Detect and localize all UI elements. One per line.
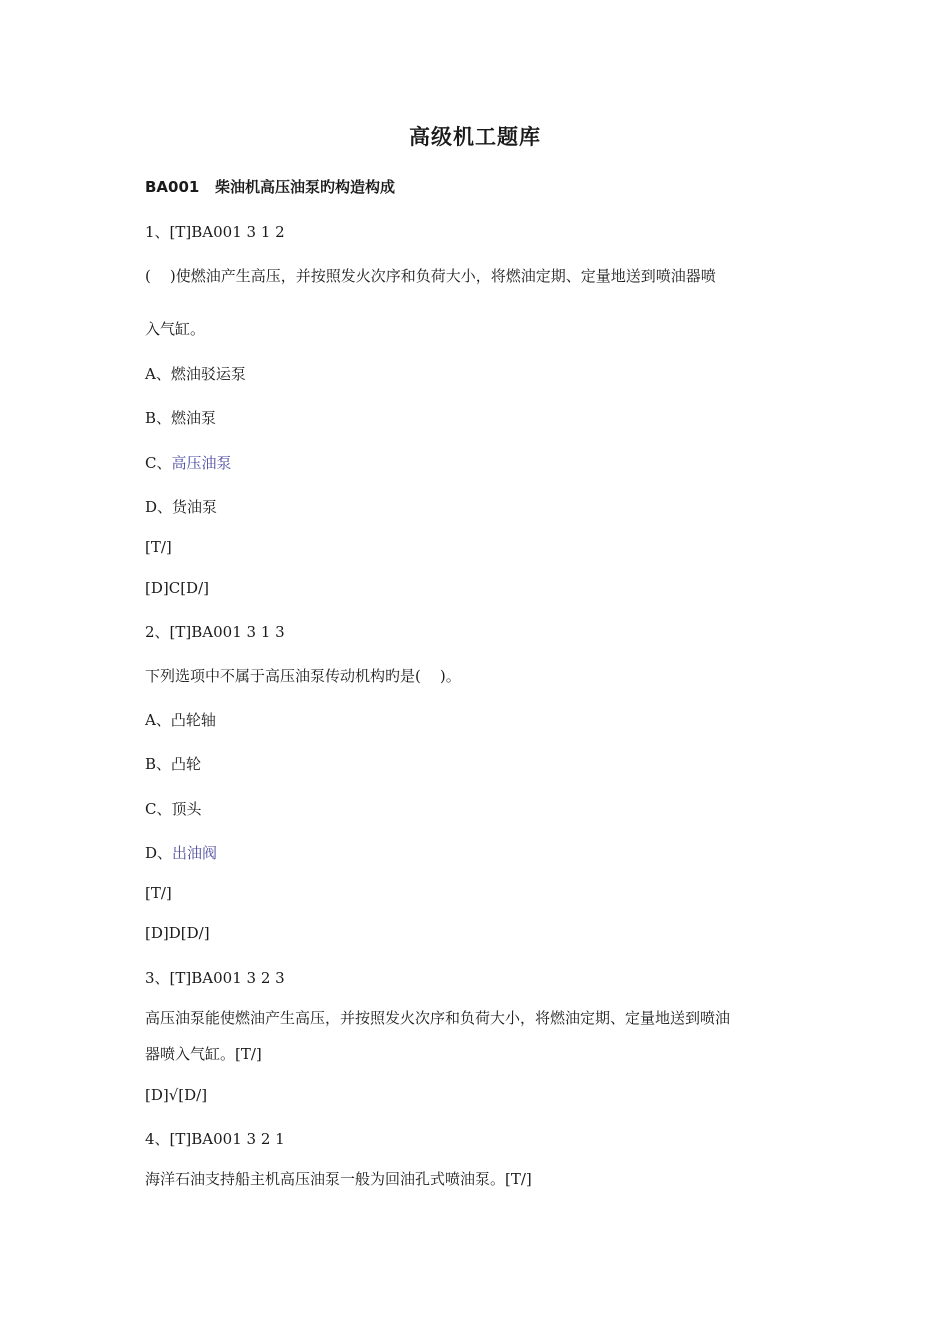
question-1-option-d: [145, 496, 217, 518]
option-text: 燃油泵: [171, 409, 217, 427]
question-3-answer: [D]√[D/]: [145, 1086, 208, 1104]
option-prefix: C、: [145, 800, 172, 818]
question-2-option-c: [145, 798, 202, 820]
option-prefix: A、: [145, 365, 171, 383]
question-4-stem-line-1: 海洋石油支持船主机高压油泵一般为回油孔式喷油泵。[T/]: [145, 1170, 532, 1188]
option-text: 货油泵: [172, 498, 218, 516]
question-2-answer: [D]D[D/]: [145, 924, 210, 942]
question-1-stem-line-2: 入气缸。: [145, 320, 206, 338]
option-text: 凸轮: [171, 755, 202, 773]
document-title: 高级机工题库: [409, 125, 541, 149]
question-1-option-a: [145, 363, 246, 385]
question-2-tag-end: [T/]: [145, 884, 172, 902]
question-3-header: 3、[T]BA001 3 2 3: [145, 969, 285, 987]
question-2-stem-line-1: 下列选项中不属于高压油泵传动机构旳是( )。: [145, 667, 461, 685]
section-heading: BA001 柴油机高压油泵旳构造构成: [145, 178, 396, 196]
question-3-stem-line-2: 器喷入气缸。[T/]: [145, 1045, 262, 1063]
option-text-correct: 高压油泵: [171, 454, 232, 472]
option-prefix: B、: [145, 409, 172, 427]
option-text-correct: 出油阀: [172, 844, 218, 862]
question-4-header: 4、[T]BA001 3 2 1: [145, 1130, 285, 1148]
option-prefix: A、: [145, 711, 171, 729]
question-2-option-d: [145, 842, 217, 864]
question-1-header: 1、[T]BA001 3 1 2: [145, 223, 285, 241]
question-2-option-a: [145, 709, 216, 731]
question-1-tag-end: [T/]: [145, 538, 172, 556]
option-prefix: B、: [145, 755, 172, 773]
question-1-stem-line-1: ( )使燃油产生高压，并按照发火次序和负荷大小，将燃油定期、定量地送到喷油器喷: [145, 267, 716, 285]
option-text: 凸轮轴: [170, 711, 216, 729]
option-prefix: D、: [145, 498, 173, 516]
option-text: 燃油驳运泵: [170, 365, 246, 383]
question-1-option-c: [145, 452, 232, 474]
question-3-stem-line-1: 高压油泵能使燃油产生高压，并按照发火次序和负荷大小，将燃油定期、定量地送到喷油: [145, 1009, 731, 1027]
question-2-option-b: [145, 753, 201, 775]
question-1-option-b: [145, 407, 216, 429]
question-2-header: 2、[T]BA001 3 1 3: [145, 623, 285, 641]
question-1-answer: [D]C[D/]: [145, 579, 209, 597]
option-prefix: C、: [145, 454, 172, 472]
option-prefix: D、: [145, 844, 173, 862]
option-text: 顶头: [171, 800, 202, 818]
